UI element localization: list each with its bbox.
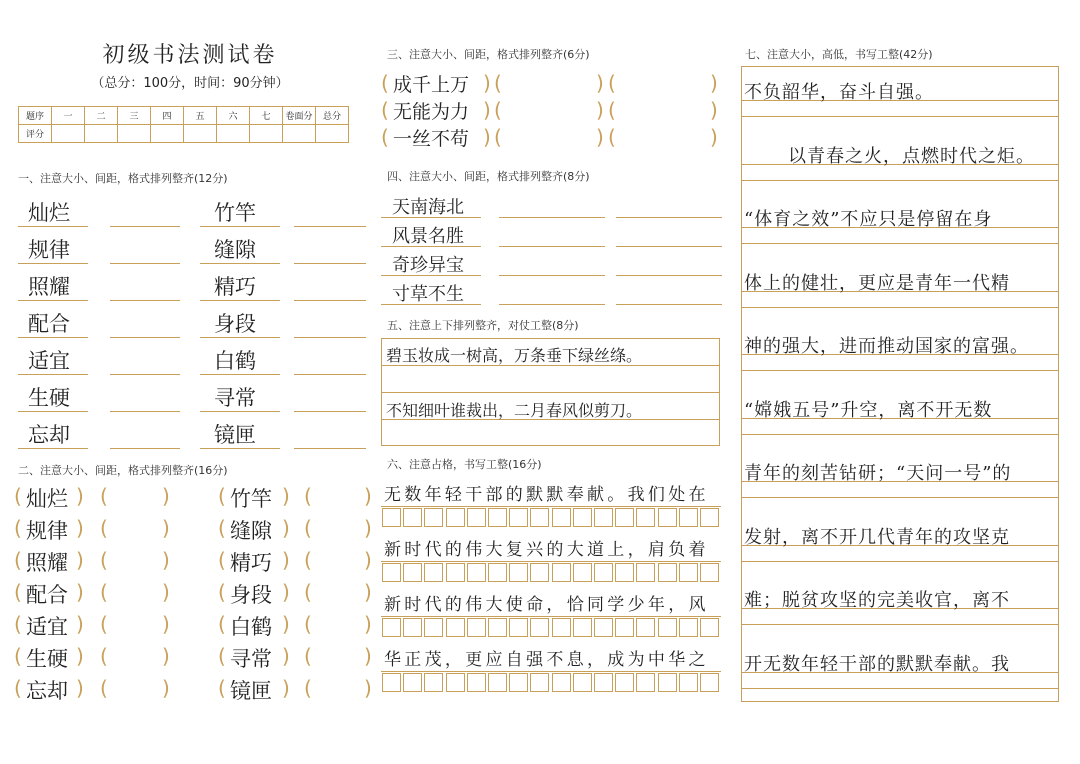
guide-line — [741, 497, 1059, 498]
grid-cell[interactable] — [552, 673, 571, 692]
score-cell: 七 — [250, 107, 283, 125]
grid-cell[interactable] — [382, 618, 401, 637]
paren-close: ) — [282, 612, 290, 636]
paren-close: ) — [162, 644, 170, 668]
paren-open: ( — [494, 71, 502, 95]
grid-cell[interactable] — [382, 508, 401, 527]
passage-line: 新时代的伟大复兴的大道上，肩负着 — [384, 540, 709, 560]
paren-close: ) — [282, 676, 290, 700]
blank-line[interactable] — [294, 226, 366, 227]
paren-close: ) — [483, 71, 491, 95]
paren-open: ( — [218, 548, 226, 572]
score-input-cell[interactable] — [217, 125, 250, 143]
grid-cell[interactable] — [636, 618, 655, 637]
grid-cell[interactable] — [615, 618, 634, 637]
poem-line-1: 碧玉妆成一树高，万条垂下绿丝绦。 — [386, 346, 643, 365]
blank-line[interactable] — [110, 448, 180, 449]
underline — [381, 246, 481, 247]
section-4-heading: 四、注意大小、间距，格式排列整齐(8分) — [387, 170, 590, 183]
paren-open: ( — [14, 548, 22, 572]
paren-open: ( — [381, 71, 389, 95]
grid-cell[interactable] — [573, 563, 592, 582]
paren-close: ) — [596, 98, 604, 122]
blank-line[interactable] — [294, 411, 366, 412]
grid-cell[interactable] — [509, 618, 528, 637]
score-input-cell[interactable] — [283, 125, 316, 143]
paren-open: ( — [608, 125, 616, 149]
paren-close: ) — [710, 71, 718, 95]
score-cell: 总分 — [316, 107, 349, 125]
underline — [200, 411, 280, 412]
paren-open: ( — [100, 676, 108, 700]
paren-open: ( — [218, 516, 226, 540]
poem-line-2: 不知细叶谁裁出，二月春风似剪刀。 — [386, 401, 643, 420]
paren-close: ) — [76, 484, 84, 508]
essay-line: 青年的刻苦钻研；“天问一号”的 — [744, 463, 1012, 484]
grid-cell[interactable] — [700, 563, 719, 582]
underline — [18, 411, 88, 412]
grid-cell[interactable] — [530, 618, 549, 637]
grid-cell[interactable] — [530, 673, 549, 692]
score-input-cell[interactable] — [250, 125, 283, 143]
essay-line: “嫦娥五号”升空，离不开无数 — [744, 399, 993, 421]
paren-open: ( — [494, 98, 502, 122]
grid-cell[interactable] — [382, 563, 401, 582]
essay-line: 不负韶华，奋斗自强。 — [744, 82, 934, 103]
blank-line[interactable] — [294, 374, 366, 375]
grid-cell[interactable] — [636, 673, 655, 692]
grid-cell[interactable] — [446, 618, 465, 637]
paren-close: ) — [76, 516, 84, 540]
practice-word: 镜匣 — [214, 423, 256, 447]
paren-close: ) — [282, 644, 290, 668]
practice-word: 寻常 — [214, 386, 256, 410]
grid-cell[interactable] — [446, 563, 465, 582]
score-input-cell[interactable] — [316, 125, 349, 143]
grid-cell[interactable] — [615, 563, 634, 582]
score-cell: 四 — [151, 107, 184, 125]
practice-word: 缝隙 — [230, 519, 272, 543]
paren-open: ( — [100, 548, 108, 572]
blank-line[interactable] — [499, 246, 605, 247]
grid-cell[interactable] — [700, 508, 719, 527]
blank-line[interactable] — [110, 337, 180, 338]
grid-cell[interactable] — [679, 618, 698, 637]
practice-word: 规律 — [28, 238, 70, 262]
paren-open: ( — [100, 644, 108, 668]
score-cell: 三 — [118, 107, 151, 125]
practice-word: 身段 — [214, 312, 256, 336]
paren-open: ( — [381, 98, 389, 122]
underline — [18, 374, 88, 375]
underline — [381, 304, 481, 305]
paren-close: ) — [162, 516, 170, 540]
paren-close: ) — [364, 516, 372, 540]
practice-word: 镜匣 — [230, 679, 272, 703]
paren-open: ( — [304, 676, 312, 700]
paren-open: ( — [218, 676, 226, 700]
score-cell: 五 — [184, 107, 217, 125]
paren-open: ( — [218, 484, 226, 508]
paren-open: ( — [304, 644, 312, 668]
paren-open: ( — [608, 71, 616, 95]
paren-close: ) — [162, 676, 170, 700]
grid-cell[interactable] — [594, 508, 613, 527]
grid-cell[interactable] — [573, 618, 592, 637]
score-input-cell[interactable] — [184, 125, 217, 143]
paren-close: ) — [710, 98, 718, 122]
grid-cell[interactable] — [403, 618, 422, 637]
score-input-row — [19, 125, 349, 143]
grid-cell[interactable] — [467, 563, 486, 582]
blank-line[interactable] — [110, 374, 180, 375]
paren-close: ) — [364, 580, 372, 604]
blank-line[interactable] — [499, 304, 605, 305]
grid-cell[interactable] — [509, 563, 528, 582]
grid-cell[interactable] — [424, 618, 443, 637]
underline — [200, 448, 280, 449]
essay-line: “体育之效”不应只是停留在身 — [744, 209, 993, 230]
idiom: 成千上万 — [393, 74, 470, 96]
idiom: 无能为力 — [393, 101, 470, 123]
paren-close: ) — [364, 676, 372, 700]
practice-word: 精巧 — [230, 551, 272, 575]
guide-line — [741, 307, 1059, 308]
underline — [381, 275, 481, 276]
paren-close: ) — [76, 612, 84, 636]
grid-cell[interactable] — [403, 563, 422, 582]
paren-close: ) — [596, 71, 604, 95]
paren-open: ( — [218, 644, 226, 668]
practice-word: 精巧 — [214, 275, 256, 299]
paren-open: ( — [14, 516, 22, 540]
grid-cell[interactable] — [636, 563, 655, 582]
blank-line[interactable] — [616, 275, 722, 276]
grid-cell[interactable] — [530, 563, 549, 582]
paren-open: ( — [14, 612, 22, 636]
blank-line[interactable] — [294, 448, 366, 449]
underline — [18, 337, 88, 338]
section-1-heading: 一、注意大小、间距，格式排列整齐(12分) — [18, 172, 228, 185]
practice-word: 白鹤 — [230, 615, 272, 639]
grid-cell[interactable] — [594, 563, 613, 582]
essay-line: 体上的健壮，更应是青年一代精 — [744, 272, 1010, 294]
paren-close: ) — [364, 612, 372, 636]
blank-line[interactable] — [294, 300, 366, 301]
guide-line — [381, 506, 721, 507]
section-2-heading: 二、注意大小、间距，格式排列整齐(16分) — [18, 464, 228, 477]
grid-cell[interactable] — [467, 618, 486, 637]
score-cell: 二 — [85, 107, 118, 125]
section-7-heading: 七、注意大小，高低，书写工整(42分) — [745, 48, 933, 61]
underline — [18, 300, 88, 301]
paren-open: ( — [494, 125, 502, 149]
score-input-cell[interactable] — [85, 125, 118, 143]
idiom: 奇珍异宝 — [392, 255, 464, 276]
practice-word: 生硬 — [26, 647, 68, 671]
score-input-cell[interactable] — [118, 125, 151, 143]
paren-open: ( — [14, 484, 22, 508]
underline — [381, 217, 481, 218]
paren-close: ) — [364, 484, 372, 508]
grid-cell[interactable] — [615, 508, 634, 527]
practice-word: 忘却 — [28, 423, 70, 447]
guide-line — [381, 561, 721, 562]
paren-close: ) — [364, 644, 372, 668]
grid-cell[interactable] — [636, 508, 655, 527]
practice-word: 规律 — [26, 519, 68, 543]
grid-cell[interactable] — [573, 673, 592, 692]
paren-close: ) — [364, 548, 372, 572]
grid-cell[interactable] — [403, 508, 422, 527]
guide-line — [741, 434, 1059, 435]
score-cell: 六 — [217, 107, 250, 125]
practice-word: 白鹤 — [214, 349, 256, 373]
practice-word: 竹竿 — [230, 487, 272, 511]
grid-cell[interactable] — [552, 508, 571, 527]
essay-line: 开无数年轻干部的默默奉献。我 — [744, 653, 1010, 675]
practice-word: 配合 — [26, 583, 68, 607]
grid-cell[interactable] — [488, 618, 507, 637]
paren-close: ) — [162, 612, 170, 636]
underline — [18, 226, 88, 227]
score-cell: 题序 — [19, 107, 52, 125]
practice-word: 生硬 — [28, 386, 70, 410]
score-row-label: 评分 — [19, 125, 52, 143]
practice-word: 照耀 — [28, 275, 70, 299]
paren-open: ( — [14, 580, 22, 604]
grid-cell[interactable] — [446, 508, 465, 527]
page-subtitle: （总分：100分，时间：90分钟） — [91, 76, 289, 91]
passage-line: 华正茂，更应自强不息，成为中华之 — [384, 650, 709, 670]
grid-cell[interactable] — [700, 673, 719, 692]
paren-open: ( — [14, 644, 22, 668]
practice-word: 灿烂 — [28, 201, 70, 225]
paren-close: ) — [282, 580, 290, 604]
score-cell: 卷面分 — [283, 107, 316, 125]
paren-close: ) — [710, 125, 718, 149]
grid-cell[interactable] — [594, 618, 613, 637]
practice-word: 身段 — [230, 583, 272, 607]
guide-line — [741, 180, 1059, 181]
underline — [18, 448, 88, 449]
paren-open: ( — [100, 516, 108, 540]
grid-cell[interactable] — [658, 618, 677, 637]
blank-line[interactable] — [616, 304, 722, 305]
paren-close: ) — [483, 125, 491, 149]
grid-cell[interactable] — [488, 508, 507, 527]
idiom: 风景名胜 — [392, 226, 464, 247]
grid-cell[interactable] — [403, 673, 422, 692]
grid-cell[interactable] — [658, 563, 677, 582]
section-6-heading: 六、注意占格，书写工整(16分) — [387, 458, 542, 471]
paren-close: ) — [76, 676, 84, 700]
practice-word: 灿烂 — [26, 487, 68, 511]
grid-cell[interactable] — [679, 508, 698, 527]
score-cell: 一 — [52, 107, 85, 125]
paren-open: ( — [100, 484, 108, 508]
paren-close: ) — [76, 548, 84, 572]
grid-cell[interactable] — [488, 673, 507, 692]
blank-line[interactable] — [110, 411, 180, 412]
grid-cell[interactable] — [615, 673, 634, 692]
grid-cell[interactable] — [424, 673, 443, 692]
grid-cell[interactable] — [594, 673, 613, 692]
grid-cell[interactable] — [573, 508, 592, 527]
essay-line: 神的强大，进而推动国家的富强。 — [744, 336, 1029, 357]
paren-close: ) — [282, 516, 290, 540]
grid-cell[interactable] — [658, 508, 677, 527]
score-table — [18, 106, 349, 143]
paren-close: ) — [76, 644, 84, 668]
grid-cell[interactable] — [446, 673, 465, 692]
underline — [200, 374, 280, 375]
section-5-heading: 五、注意上下排列整齐，对仗工整(8分) — [387, 319, 579, 332]
section-3-heading: 三、注意大小、间距，格式排列整齐(6分) — [387, 48, 590, 61]
paren-open: ( — [304, 580, 312, 604]
grid-cell[interactable] — [509, 508, 528, 527]
grid-cell[interactable] — [488, 563, 507, 582]
passage-line: 新时代的伟大使命，恰同学少年，风 — [384, 595, 709, 615]
paren-open: ( — [304, 612, 312, 636]
grid-cell[interactable] — [467, 673, 486, 692]
grid-cell[interactable] — [467, 508, 486, 527]
grid-cell[interactable] — [552, 618, 571, 637]
underline — [200, 226, 280, 227]
underline — [200, 337, 280, 338]
paren-open: ( — [218, 612, 226, 636]
idiom: 一丝不苟 — [393, 128, 470, 150]
essay-line: 难；脱贫攻坚的完美收官，离不 — [744, 590, 1010, 611]
guide-line — [741, 561, 1059, 562]
passage-line: 无数年轻干部的默默奉献。我们处在 — [384, 485, 709, 505]
paren-close: ) — [162, 580, 170, 604]
guide-line — [741, 370, 1059, 371]
paren-open: ( — [304, 516, 312, 540]
practice-word: 适宜 — [28, 349, 70, 373]
paren-close: ) — [76, 580, 84, 604]
paren-open: ( — [100, 580, 108, 604]
idiom: 天南海北 — [392, 197, 464, 218]
score-input-cell[interactable] — [151, 125, 184, 143]
paren-open: ( — [304, 548, 312, 572]
paren-close: ) — [282, 484, 290, 508]
grid-cell[interactable] — [658, 673, 677, 692]
page-title: 初级书法测试卷 — [102, 43, 278, 68]
blank-line[interactable] — [499, 217, 605, 218]
guide-line — [381, 671, 721, 672]
guide-line — [741, 624, 1059, 625]
paren-close: ) — [162, 548, 170, 572]
essay-line: 发射，离不开几代青年的攻坚克 — [744, 526, 1010, 548]
practice-word: 寻常 — [230, 647, 272, 671]
underline — [200, 300, 280, 301]
grid-cell[interactable] — [509, 673, 528, 692]
blank-line[interactable] — [110, 226, 180, 227]
grid-cell[interactable] — [382, 673, 401, 692]
paren-close: ) — [162, 484, 170, 508]
practice-word: 照耀 — [26, 551, 68, 575]
blank-line[interactable] — [499, 275, 605, 276]
practice-word: 配合 — [28, 312, 70, 336]
paren-open: ( — [381, 125, 389, 149]
grid-cell[interactable] — [530, 508, 549, 527]
grid-cell[interactable] — [424, 508, 443, 527]
paren-close: ) — [282, 548, 290, 572]
grid-cell[interactable] — [700, 618, 719, 637]
guide-line — [741, 688, 1059, 689]
blank-line[interactable] — [616, 246, 722, 247]
score-input-cell[interactable] — [52, 125, 85, 143]
grid-cell[interactable] — [552, 563, 571, 582]
blank-line[interactable] — [616, 217, 722, 218]
idiom: 寸草不生 — [392, 284, 464, 305]
paren-open: ( — [100, 612, 108, 636]
paren-open: ( — [608, 98, 616, 122]
blank-line[interactable] — [110, 263, 180, 264]
blank-line[interactable] — [294, 263, 366, 264]
paren-open: ( — [14, 676, 22, 700]
guide-line — [741, 243, 1059, 244]
paren-close: ) — [483, 98, 491, 122]
blank-line[interactable] — [110, 300, 180, 301]
paren-open: ( — [218, 580, 226, 604]
practice-word: 忘却 — [26, 679, 68, 703]
blank-line[interactable] — [294, 337, 366, 338]
grid-cell[interactable] — [424, 563, 443, 582]
underline — [200, 263, 280, 264]
score-header-row — [19, 107, 349, 125]
practice-word: 适宜 — [26, 615, 68, 639]
guide-line — [741, 116, 1059, 117]
practice-word: 缝隙 — [214, 238, 256, 262]
essay-line: 以青春之火，点燃时代之炬。 — [788, 145, 1035, 167]
paren-open: ( — [304, 484, 312, 508]
grid-cell[interactable] — [679, 673, 698, 692]
underline — [18, 263, 88, 264]
grid-cell[interactable] — [679, 563, 698, 582]
practice-word: 竹竿 — [214, 201, 256, 225]
paren-close: ) — [596, 125, 604, 149]
guide-line — [381, 616, 721, 617]
